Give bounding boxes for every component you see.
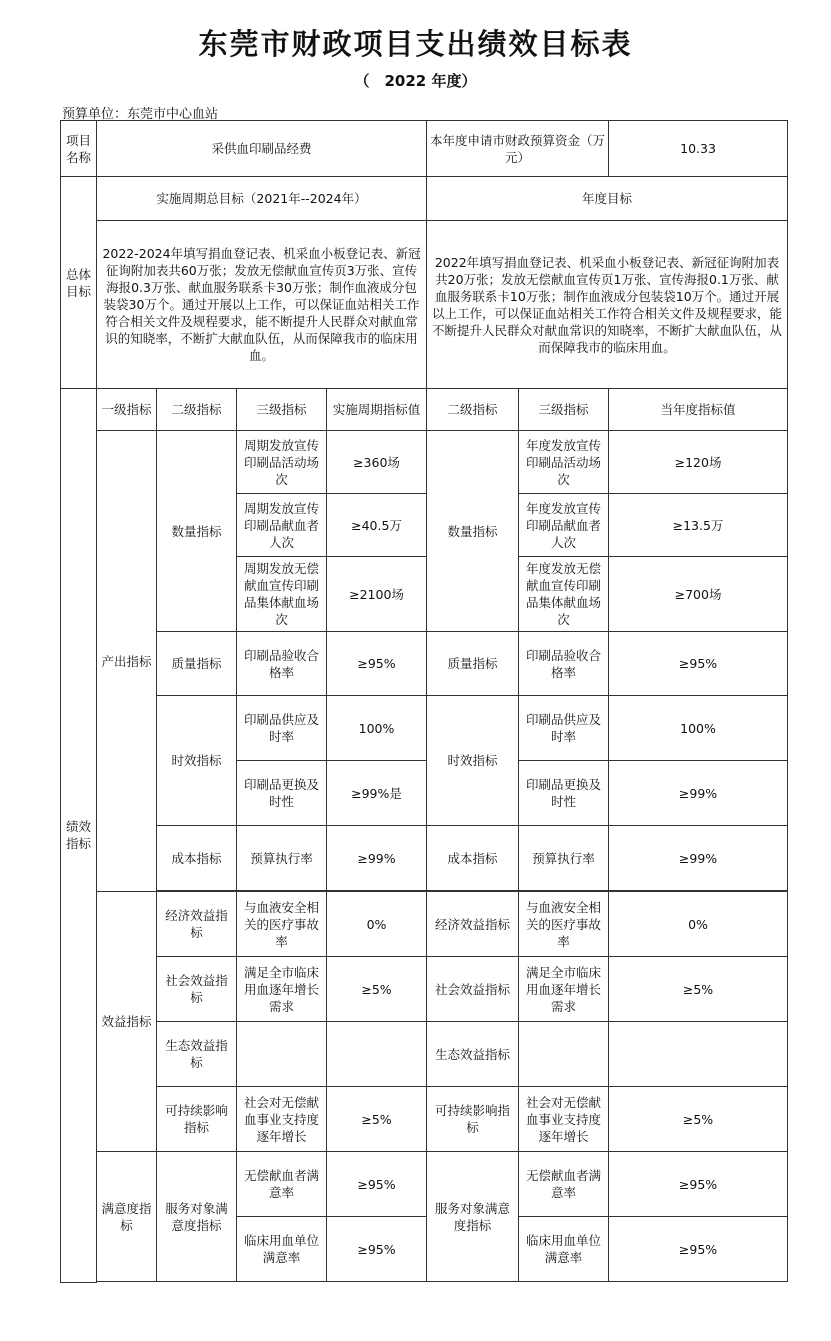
benefit-l2: 可持续影响指标: [157, 1087, 237, 1152]
cost-label: 成本指标: [157, 826, 237, 891]
page-title: 东莞市财政项目支出绩效目标表: [198, 27, 633, 61]
quantity-a-val: ≥13.5万: [609, 494, 788, 557]
funds-value: 10.33: [609, 121, 788, 177]
benefit-a-l3: [519, 1022, 609, 1087]
funds-label: 本年度申请市财政预算资金（万元）: [427, 121, 609, 177]
annual-goal-text: 2022年填写捐血登记表、机采血小板登记表、新冠征询附加表共20万张；发放无偿献血宣传页1万张、宣传海报0.1万张、献血服务联系卡10万张；制作血液成分包装袋10万个。通过开展以上工作，可以保证血站相关工作符合相关文件及规程要求，能不断提升人民群众对献血常识的知晓率，不断扩大献血队伍，从而保障我市的临床用血。: [427, 221, 788, 389]
cost-a-val: ≥99%: [609, 826, 788, 891]
benefit-a-l2: 经济效益指标: [427, 892, 519, 957]
project-name-label: 项目名称: [61, 121, 97, 177]
quantity-a-l3: 年度发放无偿献血宣传印刷品集体献血场次: [519, 557, 609, 632]
project-name: 采供血印刷品经费: [97, 121, 427, 177]
satisfaction-p-l3: 临床用血单位满意率: [237, 1217, 327, 1282]
timeliness-a-val: 100%: [609, 696, 788, 761]
quantity-p-l3: 周期发放宣传印刷品献血者人次: [237, 494, 327, 557]
benefit-a-l2: 生态效益指标: [427, 1022, 519, 1087]
timeliness-a-l3: 印刷品供应及时率: [519, 696, 609, 761]
header-l1: 一级指标: [97, 389, 157, 431]
benefit-l2: 经济效益指标: [157, 892, 237, 957]
satisfaction-p-val: ≥95%: [327, 1152, 427, 1217]
quantity-annual-label: 数量指标: [427, 431, 519, 632]
timeliness-a-l3: 印刷品更换及时性: [519, 761, 609, 826]
benefit-a-val: ≥5%: [609, 957, 788, 1022]
timeliness-label: 时效指标: [157, 696, 237, 826]
budget-unit: 预算单位：东莞市中心血站: [62, 107, 219, 122]
benefit-p-val: 0%: [327, 892, 427, 957]
benefit-p-l3: [237, 1022, 327, 1087]
satisfaction-l2: 服务对象满意度指标: [157, 1152, 237, 1282]
year-subtitle: （ 2022 年度）: [354, 72, 477, 90]
header-l3: 三级指标: [237, 389, 327, 431]
satisfaction-a-val: ≥95%: [609, 1152, 788, 1217]
quantity-p-val: ≥40.5万: [327, 494, 427, 557]
cost-p-l3: 预算执行率: [237, 826, 327, 891]
satisfaction-a-l3: 无偿献血者满意率: [519, 1152, 609, 1217]
timeliness-p-l3: 印刷品更换及时性: [237, 761, 327, 826]
benefit-p-l3: 社会对无偿献血事业支持度逐年增长: [237, 1087, 327, 1152]
cost-a-l3: 预算执行率: [519, 826, 609, 891]
period-goal-text: 2022-2024年填写捐血登记表、机采血小板登记表、新冠征询附加表共60万张；发放无偿献血宣传页3万张、宣传海报0.3万张、献血服务联系卡30万张；制作血液成分包装袋30万个。通过开展以上工作，可以保证血站相关工作符合相关文件及规程要求，能不断提升人民群众对献血常识的知晓率，不断扩大献血队伍，从而保障我市的临床用血。: [97, 221, 427, 389]
benefit-p-val: [327, 1022, 427, 1087]
performance-table: [60, 120, 788, 1283]
benefit-a-l3: 满足全市临床用血逐年增长需求: [519, 957, 609, 1022]
satisfaction-a-val: ≥95%: [609, 1217, 788, 1282]
quantity-p-l3: 周期发放无偿献血宣传印刷品集体献血场次: [237, 557, 327, 632]
benefit-l2: 社会效益指标: [157, 957, 237, 1022]
perf-label: 绩效指标: [61, 389, 97, 1283]
period-goal-header: 实施周期总目标（2021年--2024年）: [97, 177, 427, 221]
benefit-a-val: 0%: [609, 892, 788, 957]
benefit-p-val: ≥5%: [327, 1087, 427, 1152]
timeliness-p-val: 100%: [327, 696, 427, 761]
header-annual-l3: 三级指标: [519, 389, 609, 431]
satisfaction-label: 满意度指标: [97, 1152, 157, 1282]
timeliness-annual-label: 时效指标: [427, 696, 519, 826]
timeliness-a-val: ≥99%: [609, 761, 788, 826]
quantity-label: 数量指标: [157, 431, 237, 632]
quality-a-val: ≥95%: [609, 632, 788, 696]
quantity-p-l3: 周期发放宣传印刷品活动场次: [237, 431, 327, 494]
output-label: 产出指标: [97, 431, 157, 892]
quantity-a-val: ≥120场: [609, 431, 788, 494]
quality-label: 质量指标: [157, 632, 237, 696]
benefit-a-l2: 可持续影响指标: [427, 1087, 519, 1152]
quality-a-l3: 印刷品验收合格率: [519, 632, 609, 696]
benefit-a-l3: 与血液安全相关的医疗事故率: [519, 892, 609, 957]
quantity-a-val: ≥700场: [609, 557, 788, 632]
benefit-a-val: ≥5%: [609, 1087, 788, 1152]
benefit-l2: 生态效益指标: [157, 1022, 237, 1087]
satisfaction-a-l2: 服务对象满意度指标: [427, 1152, 519, 1282]
timeliness-p-l3: 印刷品供应及时率: [237, 696, 327, 761]
filler: [97, 1282, 788, 1283]
benefit-a-l2: 社会效益指标: [427, 957, 519, 1022]
benefit-p-val: ≥5%: [327, 957, 427, 1022]
benefit-a-val: [609, 1022, 788, 1087]
header-period-value: 实施周期指标值: [327, 389, 427, 431]
benefit-p-l3: 与血液安全相关的医疗事故率: [237, 892, 327, 957]
quality-annual-label: 质量指标: [427, 632, 519, 696]
quantity-p-val: ≥2100场: [327, 557, 427, 632]
overall-goal-label: 总体目标: [61, 177, 97, 389]
satisfaction-p-val: ≥95%: [327, 1217, 427, 1282]
quantity-a-l3: 年度发放宣传印刷品献血者人次: [519, 494, 609, 557]
header-annual-l2: 二级指标: [427, 389, 519, 431]
benefit-p-l3: 满足全市临床用血逐年增长需求: [237, 957, 327, 1022]
quantity-p-val: ≥360场: [327, 431, 427, 494]
quantity-a-l3: 年度发放宣传印刷品活动场次: [519, 431, 609, 494]
header-l2: 二级指标: [157, 389, 237, 431]
quality-p-l3: 印刷品验收合格率: [237, 632, 327, 696]
quality-p-val: ≥95%: [327, 632, 427, 696]
timeliness-p-val: ≥99%是: [327, 761, 427, 826]
annual-goal-header: 年度目标: [427, 177, 788, 221]
satisfaction-p-l3: 无偿献血者满意率: [237, 1152, 327, 1217]
cost-annual-label: 成本指标: [427, 826, 519, 891]
satisfaction-a-l3: 临床用血单位满意率: [519, 1217, 609, 1282]
benefit-label: 效益指标: [97, 892, 157, 1152]
header-annual-value: 当年度指标值: [609, 389, 788, 431]
benefit-a-l3: 社会对无偿献血事业支持度逐年增长: [519, 1087, 609, 1152]
cost-p-val: ≥99%: [327, 826, 427, 891]
